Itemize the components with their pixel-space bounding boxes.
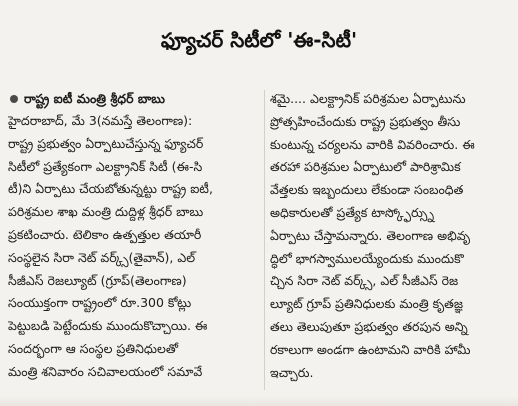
article-line: టీ)ని ఏర్పాటు చేయబోతున్నట్టు రాష్ట్ర ఐటీ, [8, 181, 213, 197]
article-line: సందర్భంగా ఆ సంస్థల ప్రతినిధులతో [8, 340, 179, 356]
bullet-icon [10, 95, 18, 103]
article-line: తలు తెలుపుతూ ప్రభుత్వం తరపున అన్ని [270, 318, 468, 334]
article-line: సంస్థలైన సిరా నెట్ వర్క్స్(తైవాన్), ఎల్ [8, 249, 196, 265]
right-column-body [270, 88, 514, 384]
article-line: పరిశ్రమల శాఖ మంత్రి దుద్దిళ్ల శ్రీధర్ బాబు [8, 204, 204, 220]
article-line: ఏర్పాటు చేస్తామన్నారు. తెలంగాణ అభివృ [270, 227, 471, 243]
article-line: పెట్టుబడి పెట్టేందుకు ముందుకొచ్చాయి. ఈ [8, 318, 208, 334]
column-divider [264, 90, 265, 390]
article-line: రకాలుగా అండగా ఉంటామని వారికి హామీ [270, 341, 471, 357]
byline-text: రాష్ట్ర ఐటీ మంత్రి శ్రీధర్ బాబు [24, 90, 165, 106]
article-line: ప్రకటించారు. టెలికాం ఉత్పత్తుల తయారీ [8, 226, 202, 242]
right-column [270, 88, 514, 406]
article-line: సంయుక్తంగా రాష్ట్రంలో రూ.300 కోట్లు [8, 295, 192, 311]
article-line: ల్యూట్ గ్రూప్ ప్రతినిధులకు మంత్రి కృతజ్ఞ [270, 296, 464, 312]
article-line: ఇచ్చారు. [270, 364, 314, 380]
article-line: ప్రోత్సహించేందుకు రాష్ట్ర ప్రభుత్వం తీసు [270, 113, 461, 129]
article-line: కుంటున్న చర్యలను వారికి వివరించారు. ఈ [270, 136, 475, 152]
article-line: చ్చిన సిరా నెట్ వర్క్స్, ఎల్ సీజీఎస్ రెజ [270, 273, 459, 289]
article-line: సీజీఎస్ రెజల్యూట్ (గ్రూప్(తెలంగాణ) [8, 272, 187, 288]
byline [8, 88, 260, 110]
article-line: సిటీలో ప్రత్యేకంగా ఎలక్ట్రానిక్ సిటీ (ఈ-సి [8, 158, 203, 174]
left-column-body [8, 133, 260, 384]
left-column [8, 88, 260, 406]
article-line: శమై.... ఎలక్ట్రానిక్ పరిశ్రమల ఏర్పాటును [270, 91, 466, 106]
article-line: మంత్రి శనివారం సచివాలయంలో సమావే [8, 363, 203, 379]
clipping-bottom-edge [0, 396, 518, 406]
article-line: వేత్తలకు ఇబ్బందులు లేకుండా సంబంధిత [270, 182, 464, 198]
article-line: ద్ధిలో భాగస్వాములయ్యేందుకు ముందుకొ [270, 250, 464, 266]
article-line: తరహా పరిశ్రమల ఏర్పాటులో పారిశ్రామిక [270, 159, 461, 175]
article-line: అధికారులతో ప్రత్యేక టాస్క్ఫోర్స్ను [270, 204, 434, 220]
headline: ఫ్యూచర్ సిటీలో 'ఈ-సిటీ' [160, 28, 358, 52]
article-line: రాష్ట్ర ప్రభుత్వం ఏర్పాటుచేస్తున్న ఫ్యూచర్ [8, 135, 204, 151]
dateline: హైదరాబాద్, మే 3(నమస్తే తెలంగాణ): [8, 113, 193, 128]
